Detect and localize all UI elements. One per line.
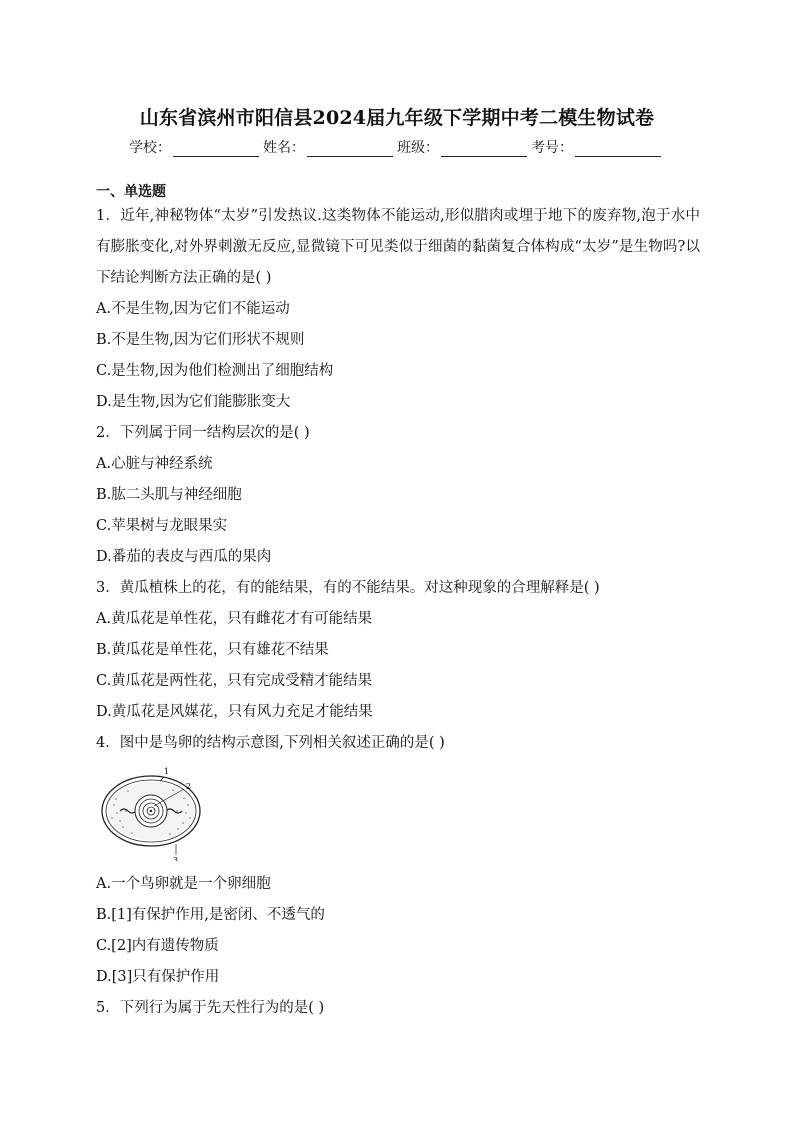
student-info-line [0, 137, 794, 157]
question-4 [96, 728, 700, 993]
question-3-option-d: D.黄瓜花是风媒花，只有风力充足才能结果 [96, 704, 373, 720]
exam-title: 山东省滨州市阳信县2024届九年级下学期中考二模生物试卷 [139, 107, 655, 129]
question-4-text: 4．图中是鸟卵的结构示意图,下列相关叙述正确的是( ) [96, 735, 445, 751]
question-list [96, 201, 700, 1024]
question-4-option-a: A.一个鸟卵就是一个卵细胞 [96, 876, 271, 892]
question-2-option-d: D.番茄的表皮与西瓜的果肉 [96, 549, 272, 565]
question-4-option-c: C.[2]内有遗传物质 [96, 938, 219, 954]
question-1-text: 1．近年,神秘物体“太岁”引发热议.这类物体不能运动,形似腊肉或埋于地下的废弃物,泡于水中有膨胀变化,对外界刺激无反应,显微镜下可见类似于细菌的黏菌复合体构成“太岁”是生物吗?以下结论判断方法正确的是( ) [96, 208, 700, 286]
question-2-option-a: A.心脏与神经系统 [96, 456, 213, 472]
leader-line-1 [160, 777, 164, 781]
class-field [397, 137, 531, 157]
figure-label-2: 2 [186, 782, 192, 791]
question-5-text: 5．下列行为属于先天性行为的是( ) [96, 1000, 325, 1016]
question-1-option-c: C.是生物,因为他们检测出了细胞结构 [96, 363, 334, 379]
figure-label-1: 1 [164, 767, 170, 776]
question-3-option-a: A.黄瓜花是单性花，只有雌花才有可能结果 [96, 611, 373, 627]
bird-egg-diagram [98, 761, 218, 861]
figure-label-3: 3 [173, 856, 179, 861]
question-3-option-c: C.黄瓜花是两性花，只有完成受精才能结果 [96, 673, 373, 689]
question-3 [96, 573, 700, 728]
question-2-option-b: B.肱二头肌与神经细胞 [96, 487, 242, 503]
name-label: 姓名： [263, 140, 305, 156]
exam-no-label: 考号： [531, 140, 573, 156]
question-4-option-d: D.[3]只有保护作用 [96, 969, 220, 985]
question-1-option-b: B.不是生物,因为它们形状不规则 [96, 332, 305, 348]
question-3-option-b: B.黄瓜花是单性花，只有雄花不结果 [96, 642, 329, 658]
school-label: 学校： [129, 140, 171, 156]
class-blank[interactable] [441, 142, 527, 157]
germinal-disc [150, 810, 152, 812]
question-1-option-d: D.是生物,因为它们能膨胀变大 [96, 394, 291, 410]
class-label: 班级： [397, 140, 439, 156]
question-5 [96, 993, 700, 1024]
question-2-option-c: C.苹果树与龙眼果实 [96, 518, 228, 534]
question-4-option-b: B.[1]有保护作用,是密闭、不透气的 [96, 907, 325, 923]
question-1-option-a: A.不是生物,因为它们不能运动 [96, 301, 290, 317]
question-2 [96, 418, 700, 573]
school-field [129, 137, 263, 157]
exam-no-blank[interactable] [575, 142, 661, 157]
question-2-text: 2．下列属于同一结构层次的是( ) [96, 425, 310, 441]
question-3-text: 3．黄瓜植株上的花，有的能结果，有的不能结果。对这种现象的合理解释是( ) [96, 580, 600, 596]
exam-no-field [531, 137, 665, 157]
question-1 [96, 201, 700, 418]
name-blank[interactable] [307, 142, 393, 157]
section-heading: 一、单选题 [96, 184, 166, 200]
name-field [263, 137, 397, 157]
school-blank[interactable] [173, 142, 259, 157]
